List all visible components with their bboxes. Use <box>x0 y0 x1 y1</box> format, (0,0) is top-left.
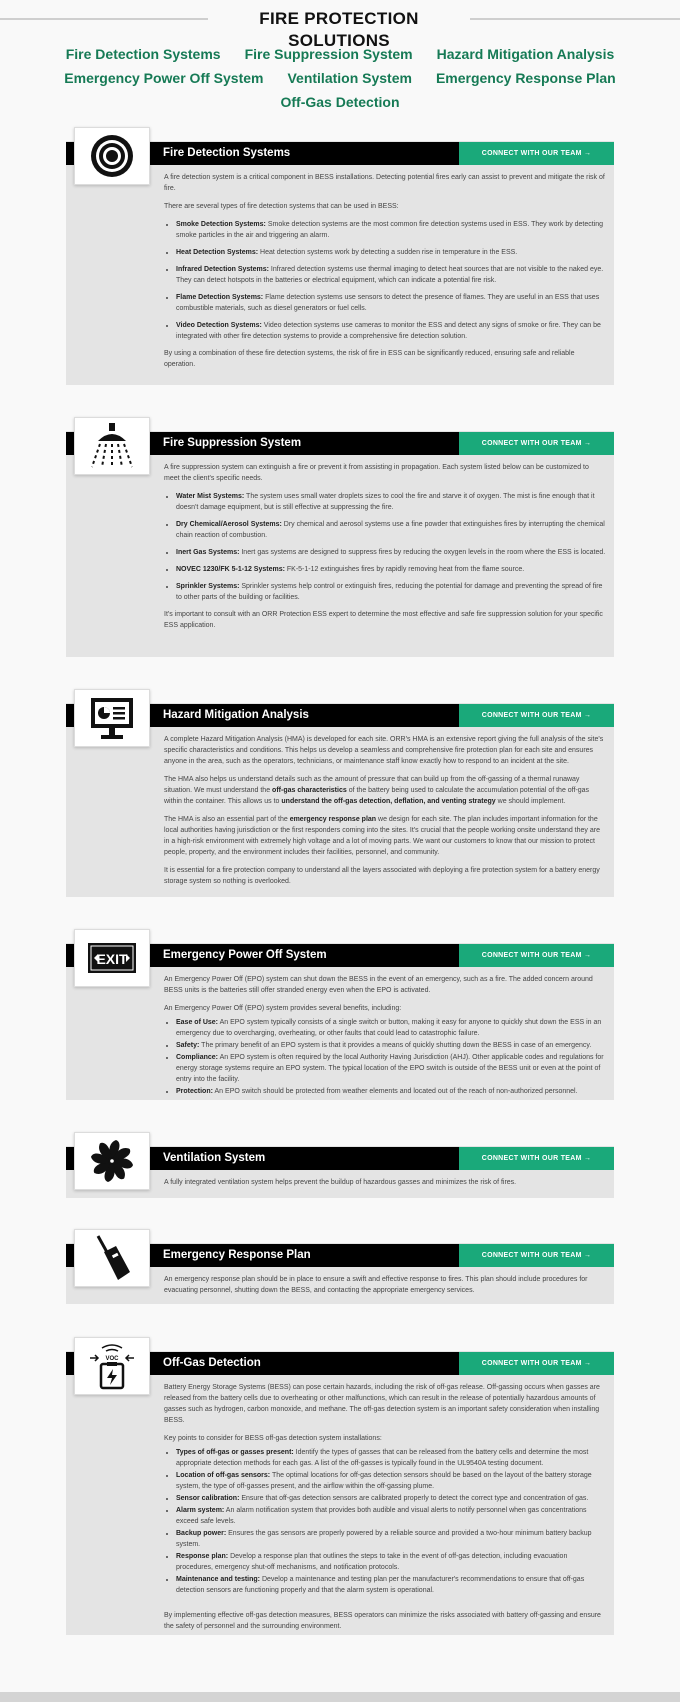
nav-row <box>0 42 680 66</box>
section-emergency-response <box>66 1243 614 1304</box>
section-icon-box <box>74 417 150 475</box>
sprinkler-icon <box>88 423 136 469</box>
connect-team-button[interactable]: CONNECT WITH OUR TEAM → <box>459 704 614 727</box>
item-term: Inert Gas Systems: <box>176 549 240 556</box>
list-item <box>176 1505 606 1527</box>
bullet-list <box>176 219 606 342</box>
section-title: Fire Suppression System <box>163 437 302 449</box>
list-item <box>176 1017 606 1039</box>
item-text: Develop a response plan that outlines the steps to take in the event of off-gas detection, including evacuation procedures, emergency shut-off mechanisms, and notification protocols. <box>176 1553 568 1571</box>
list-item <box>176 1040 606 1051</box>
section-icon-box <box>74 1337 150 1395</box>
item-text: An EPO switch should be protected from weather elements and located out of the reach of non-authorized personnel. <box>212 1088 578 1095</box>
text-run: The HMA also helps us understand details such as the amount of pressure that can build up from the off-gassing of a thermal runaway situation. We must understand the <box>164 776 580 794</box>
nav-row <box>0 66 680 90</box>
item-text: Heat detection systems work by detecting a sudden rise in temperature in the ESS. <box>258 249 518 256</box>
text-run: we design for each site. The plan includes important information for the local authorities having jurisdiction or the first responders coming into the sites. It's crucial that the people working onsite understand they are in a high-risk environment with extremely high voltage and a lot of moving parts. We want our customers to know that our mission to protect people, property, and the environment includes their facilities, personnel, and community. <box>164 816 600 856</box>
item-term: Types of off-gas or gasses present: <box>176 1449 294 1456</box>
paragraph <box>164 774 606 807</box>
radio-icon <box>92 1234 132 1282</box>
paragraph: An emergency response plan should be in place to ensure a swift and effective response to fires. This plan should include procedures for evacuating personnel, shutting down the BESS, and contacting the appropriate emergency services. <box>164 1276 588 1294</box>
list-item <box>176 1447 606 1469</box>
voc-label: VOC <box>105 1356 119 1362</box>
item-term: Video Detection Systems: <box>176 322 262 329</box>
section-body <box>164 462 606 638</box>
item-term: Ease of Use: <box>176 1019 219 1026</box>
section-body <box>164 1382 606 1639</box>
section-ventilation <box>66 1146 614 1198</box>
header-rule-right <box>470 18 680 20</box>
paragraph: An Emergency Power Off (EPO) system can shut down the BESS in the event of an emergency, such as a fire. The added concern around BESS units is the batteries still offer stranded energy even when the EPO is activated. <box>164 976 593 994</box>
paragraph: An Emergency Power Off (EPO) system provides several benefits, including: <box>164 1005 402 1012</box>
nav-link-ventilation[interactable]: Ventilation System <box>287 70 412 86</box>
section-body <box>164 1177 606 1195</box>
text-run: The HMA is also an essential part of the <box>164 816 290 823</box>
item-term: Heat Detection Systems: <box>176 249 259 256</box>
page-header <box>0 8 680 50</box>
monitor-chart-icon <box>90 696 134 740</box>
section-icon-box <box>74 929 150 987</box>
header-rule-left <box>0 18 208 20</box>
list-item <box>176 320 606 342</box>
section-body <box>164 974 606 1103</box>
exit-sign-icon <box>88 943 136 973</box>
item-text: Video detection systems use cameras to monitor the ESS and detect any signs of smoke or fire. They can be integrated with other fire detection systems to provide a comprehensive fire detection solution. <box>176 322 601 340</box>
paragraph: Battery Energy Storage Systems (BESS) can pose certain hazards, including the risk of off-gas release. Off-gassing occurs when gasses are released from the battery cells due to overheating or other malfunctions, which can result in the release of potentially hazardous amounts of gasses such as hydrogen, carbon monoxide, and methane. The off-gas detection system is an important safety consideration when installing BESS. <box>164 1384 600 1424</box>
item-term: Protection: <box>176 1088 213 1095</box>
exit-sign-text: EXIT <box>96 951 128 967</box>
paragraph: A fire suppression system can extinguish a fire or prevent it from assisting in propagation. Each system listed below can be customized to meet the client's specific needs. <box>164 464 589 482</box>
list-item <box>176 1574 606 1596</box>
gas-sensor-icon <box>88 1342 136 1390</box>
nav-link-epo[interactable]: Emergency Power Off System <box>64 70 264 86</box>
paragraph: It's important to consult with an ORR Protection ESS expert to determine the most effective and safe fire suppression solution for your specific ESS application. <box>164 611 603 629</box>
nav-link-emergency-response[interactable]: Emergency Response Plan <box>435 70 616 86</box>
connect-team-button[interactable]: CONNECT WITH OUR TEAM → <box>459 432 614 455</box>
page-title: FIRE PROTECTION SOLUTIONS <box>259 9 419 50</box>
list-item <box>176 519 606 541</box>
item-text: FK-5-1-12 extinguishes fires by rapidly removing heat from the flame source. <box>284 566 525 573</box>
section-title: Emergency Response Plan <box>163 1249 311 1261</box>
bullet-list <box>176 1017 606 1097</box>
item-text: Inert gas systems are designed to suppress fires by reducing the oxygen levels in the room where the ESS is located. <box>239 549 606 556</box>
fan-icon <box>89 1138 135 1184</box>
bullet-list <box>176 1447 606 1596</box>
section-title: Off-Gas Detection <box>163 1357 261 1369</box>
connect-team-button[interactable]: CONNECT WITH OUR TEAM → <box>459 1147 614 1170</box>
section-icon-box <box>74 689 150 747</box>
connect-team-button[interactable]: CONNECT WITH OUR TEAM → <box>459 1244 614 1267</box>
connect-team-button[interactable]: CONNECT WITH OUR TEAM → <box>459 944 614 967</box>
target-icon <box>90 134 134 178</box>
item-text: An EPO system typically consists of a single switch or button, making it easy for anyone to quickly shut down the ESS in an emergency due to overcharging, overheating, or other faults that could lead to catastrophic failure. <box>176 1019 602 1037</box>
item-term: Safety: <box>176 1042 200 1049</box>
list-item <box>176 581 606 603</box>
list-item <box>176 1528 606 1550</box>
nav-link-fire-suppression[interactable]: Fire Suppression System <box>244 46 413 62</box>
item-term: Smoke Detection Systems: <box>176 221 266 228</box>
section-epo <box>66 943 614 1100</box>
item-term: Dry Chemical/Aerosol Systems: <box>176 521 282 528</box>
nav-link-fire-detection[interactable]: Fire Detection Systems <box>65 46 221 62</box>
text-emphasis: emergency response plan <box>289 816 377 823</box>
list-item <box>176 1470 606 1492</box>
item-term: Sprinkler Systems: <box>176 583 240 590</box>
item-term: NOVEC 1230/FK 5-1-12 Systems: <box>176 566 285 573</box>
list-item <box>176 247 606 258</box>
list-item <box>176 264 606 286</box>
section-fire-suppression <box>66 431 614 657</box>
list-item <box>176 564 606 575</box>
section-body <box>164 734 606 894</box>
paragraph: There are several types of fire detection systems that can be used in BESS: <box>164 203 399 210</box>
item-text: An EPO system is often required by the local Authority Having Jurisdiction (AHJ). Other applicable codes and regulations for energy storage systems require an EPO system. The typical location of the EPO switch is outside of the BESS unit or even at the point of entry into the facility. <box>176 1054 604 1083</box>
item-term: Compliance: <box>176 1054 219 1061</box>
paragraph: By using a combination of these fire detection systems, the risk of fire in ESS can be significantly reduced, ensuring safe and reliable operation. <box>164 350 575 368</box>
paragraph <box>164 814 606 858</box>
list-item <box>176 1052 606 1085</box>
paragraph: A fully integrated ventilation system helps prevent the buildup of hazardous gasses and minimizes the risk of fires. <box>164 1179 517 1186</box>
item-text: Smoke detection systems are the most common fire detection systems used in ESS. They work by detecting smoke particles in the air and triggering an alarm. <box>176 221 604 239</box>
item-text: Identify the types of gasses that can be released from the battery cells and determine the most appropriate detection methods for each gas. A list of the off-gasses is typically found in the UL9540A testing document. <box>176 1449 589 1467</box>
text-run: of the battery being used to calculate the accumulation potential of the off-gas within the container. This allows us to <box>164 787 590 805</box>
paragraph: It is essential for a fire protection company to understand all the layers associated with deploying a fire protection system for a battery energy storage system so nothing is overlooked. <box>164 867 600 885</box>
item-text: Infrared detection systems use thermal imaging to detect heat sources that are not visible to the naked eye. They can detect hotspots in the batteries or electrical equipment, which can indicate a potential fire risk. <box>176 266 604 284</box>
paragraph: By implementing effective off-gas detection measures, BESS operators can minimize the risks associated with battery off-gassing and ensure the safety of personnel and the surrounding environment. <box>164 1612 601 1630</box>
item-term: Response plan: <box>176 1553 229 1560</box>
bullet-list <box>176 491 606 603</box>
list-item <box>176 1086 606 1097</box>
item-text: The optimal locations for off-gas detection sensors should be based on the layout of the battery storage system, the type of off-gasses present, and the airflow within the off-gassing plume. <box>176 1472 592 1490</box>
item-text: An alarm notification system that provides both audible and visual alerts to notify personnel when gas concentrations exceed safe levels. <box>176 1507 587 1525</box>
section-icon-box <box>74 127 150 185</box>
section-icon-box <box>74 1229 150 1287</box>
section-title: Fire Detection Systems <box>163 147 291 159</box>
section-title: Ventilation System <box>163 1152 266 1164</box>
list-item <box>176 547 606 558</box>
paragraph: A complete Hazard Mitigation Analysis (HMA) is developed for each site. ORR's HMA is an extensive report giving the full analysis of the site's specific characteristics and conditions. This helps us develop a seamless and comprehensive fire protection plan for each site and ensures anyone in the area, such as the operators, technicians, or maintenance staff know exactly how to respond to an incident at the site. <box>164 736 604 765</box>
item-term: Infrared Detection Systems: <box>176 266 269 273</box>
connect-team-button[interactable]: CONNECT WITH OUR TEAM → <box>459 1352 614 1375</box>
section-fire-detection <box>66 141 614 385</box>
item-text: Develop a maintenance and testing plan per the manufacturer's recommendations to ensure that off-gas detection sensors are functioning properly and that the alarm system is operational. <box>176 1576 585 1594</box>
list-item <box>176 491 606 513</box>
item-text: Sprinkler systems help control or extinguish fires, reducing the potential for damage and preventing the spread of fire to other parts of the building or facilities. <box>176 583 603 601</box>
section-body <box>164 1274 606 1303</box>
item-term: Alarm system: <box>176 1507 225 1514</box>
list-item <box>176 292 606 314</box>
item-term: Flame Detection Systems: <box>176 294 264 301</box>
item-text: Flame detection systems use sensors to detect the presence of flames. They are useful in an ESS that uses combustible materials, such as diesel generators or fuel cells. <box>176 294 600 312</box>
nav-link-off-gas[interactable]: Off-Gas Detection <box>280 94 400 110</box>
paragraph: A fire detection system is a critical component in BESS installations. Detecting potential fires early can assist to prevent and mitigate the risk of fire. <box>164 174 605 192</box>
text-emphasis: understand the off-gas detection, deflation, and venting strategy <box>281 798 496 805</box>
section-hazard-mitigation <box>66 703 614 897</box>
connect-team-button[interactable]: CONNECT WITH OUR TEAM → <box>459 142 614 165</box>
section-title: Emergency Power Off System <box>163 949 327 961</box>
item-term: Location of off-gas sensors: <box>176 1472 271 1479</box>
section-title: Hazard Mitigation Analysis <box>163 709 309 721</box>
list-item <box>176 1551 606 1573</box>
item-text: Dry chemical and aerosol systems use a fine powder that extinguishes fires by interrupting the chemical chain reaction of combustion. <box>176 521 605 539</box>
list-item <box>176 1493 606 1504</box>
section-nav <box>0 42 680 114</box>
item-term: Maintenance and testing: <box>176 1576 261 1583</box>
paragraph: Key points to consider for BESS off-gas detection system installations: <box>164 1435 382 1442</box>
nav-row <box>0 90 680 114</box>
item-term: Sensor calibration: <box>176 1495 240 1502</box>
text-run: we should implement. <box>495 798 566 805</box>
section-body <box>164 172 606 377</box>
item-term: Backup power: <box>176 1530 227 1537</box>
list-item <box>176 219 606 241</box>
section-icon-box <box>74 1132 150 1190</box>
item-text: Ensure that off-gas detection sensors are calibrated properly to detect the correct type and concentration of gas. <box>239 1495 589 1502</box>
item-text: The primary benefit of an EPO system is that it provides a means of quickly shutting down the BESS in case of an emergency. <box>199 1042 592 1049</box>
item-term: Water Mist Systems: <box>176 493 245 500</box>
section-off-gas <box>66 1351 614 1635</box>
text-emphasis: off-gas characteristics <box>272 787 347 794</box>
item-text: The system uses small water droplets sizes to cool the fire and starve it of oxygen. The mist is fine enough that it doesn't damage equipment, but is still effective at suppressing the fire. <box>176 493 595 511</box>
nav-link-hazard-mitigation[interactable]: Hazard Mitigation Analysis <box>436 46 615 62</box>
item-text: Ensures the gas sensors are properly powered by a reliable source and provided a two-hour minimum battery backup system. <box>176 1530 592 1548</box>
footer-bar <box>0 1692 680 1702</box>
